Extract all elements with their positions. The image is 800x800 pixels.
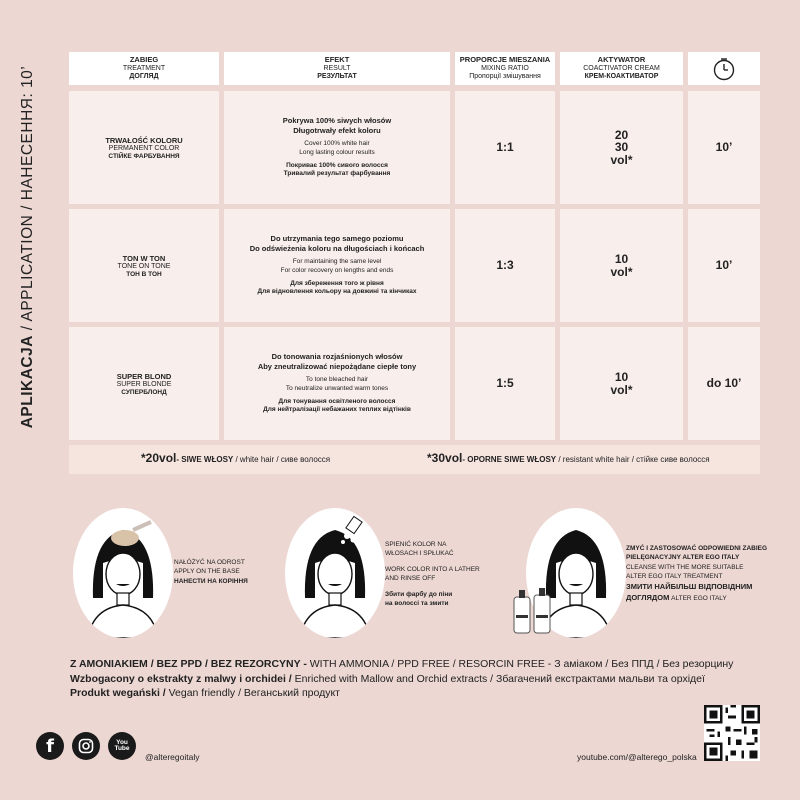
youtube-url[interactable]: youtube.com/@alterego_polska [577,752,697,762]
step-2-text: SPIENIĆ KOLOR NA WŁOSACH I SPŁUKAĆ WORK COLOR INTO A LATHER AND RINSE OFF Збити фарбу до піни на волоссі та змити [385,541,480,608]
volume-notes: *20vol- SIWE WŁOSY / white hair / сиве волосся *30vol- OPORNE SIWE WŁOSY / resistant white hair / стійке сиве волосся [69,445,760,474]
youtube-icon[interactable]: You Tube [108,732,136,760]
row-2-time: 10’ [688,209,760,322]
header-time [688,52,760,85]
info-line: Produkt wegański / Vegan friendly / Веганський продукт [70,687,340,700]
instagram-icon[interactable] [72,732,100,760]
row-3-activator: 10 vol* [560,327,683,440]
row-2-treatment: TON W TON TONE ON TONE ТОН В ТОН [69,209,219,322]
row-1-effect: Pokrywa 100% siwych włosów Długotrwały efekt koloru Cover 100% white hair Long lasting colour results Покриває 100% сивого волосся Тривалий результат фарбування [224,91,450,204]
header-result: EFEKT RESULT РЕЗУЛЬТАТ [224,52,450,85]
header-mixing-ratio: PROPORCJE MIESZANIA MIXING RATIO Пропорції змішування [455,52,555,85]
side-title: APLIKACJA / APPLICATION / НАНЕСЕННЯ: 10’ [19,65,36,429]
row-1-treatment: TRWAŁOŚĆ KOLORU PERMANENT COLOR СТІЙКЕ ФАРБУВАННЯ [69,91,219,204]
row-1-ratio: 1:1 [455,91,555,204]
product-bottles-image [510,585,555,635]
clock-icon [712,57,736,81]
row-2-ratio: 1:3 [455,209,555,322]
row-1-time: 10’ [688,91,760,204]
row-2-effect: Do utrzymania tego samego poziomu Do odświeżenia koloru na długościach i końcach For maintaining the same level For color recovery on lengths and ends Для збереження того ж рівня Для відновлення кольору на довжині та кінчиках [224,209,450,322]
row-3-ratio: 1:5 [455,327,555,440]
step-3-text: ZMYĆ I ZASTOSOWAĆ ODPOWIEDNI ZABIEG PIELĘGNACYJNY ALTER EGO ITALY CLEANSE WITH THE MORE SUITABLE ALTER EGO ITALY TREATMENT ЗМИТИ НАЙБІЛЬШ ВІДПОВІДНИМ ДОГЛЯДОМ ALTER EGO ITALY [626,545,768,602]
info-line: Wzbogacony o ekstrakty z malwy i orchidei / Enriched with Mallow and Orchid extracts / Збагачений екстрактами мальви та орхідеї [70,672,705,685]
note-30vol: *30vol [427,451,463,465]
row-3-treatment: SUPER BLOND SUPER BLONDE СУПЕРБЛОНД [69,327,219,440]
row-2-activator: 10 vol* [560,209,683,322]
facebook-icon[interactable]: f [36,732,64,760]
step-1-illustration [73,508,173,638]
step-2-illustration [285,508,385,638]
row-1-activator: 20 30 vol* [560,91,683,204]
note-20vol: *20vol [141,451,177,465]
qr-code[interactable] [704,705,760,761]
step-1-text: NAŁÓŻYĆ NA ODROST APPLY ON THE BASE НАНЕСТИ НА КОРІННЯ [174,559,248,585]
header-treatment: ZABIEG TREATMENT ДОГЛЯД [69,52,219,85]
info-line: Z AMONIAKIEM / BEZ PPD / BEZ REZORCYNY - WITH AMMONIA / PPD FREE / RESORCIN FREE - З аміаком / Без ППД / Без резорцину [70,658,734,670]
header-activator: AKTYWATOR COACTIVATOR CREAM КРЕМ-КОАКТИВАТОР [560,52,683,85]
product-info [70,657,733,701]
row-3-time: do 10’ [688,327,760,440]
row-3-effect: Do tonowania rozjaśnionych włosów Aby zneutralizować niepożądane ciepłe tony To tone bleached hair To neutralize unwanted warm tones Для тонування освітленого волосся Для нейтралізації небажаних теплих відтінків [224,327,450,440]
instagram-handle[interactable]: @alteregoitaly [145,752,200,762]
